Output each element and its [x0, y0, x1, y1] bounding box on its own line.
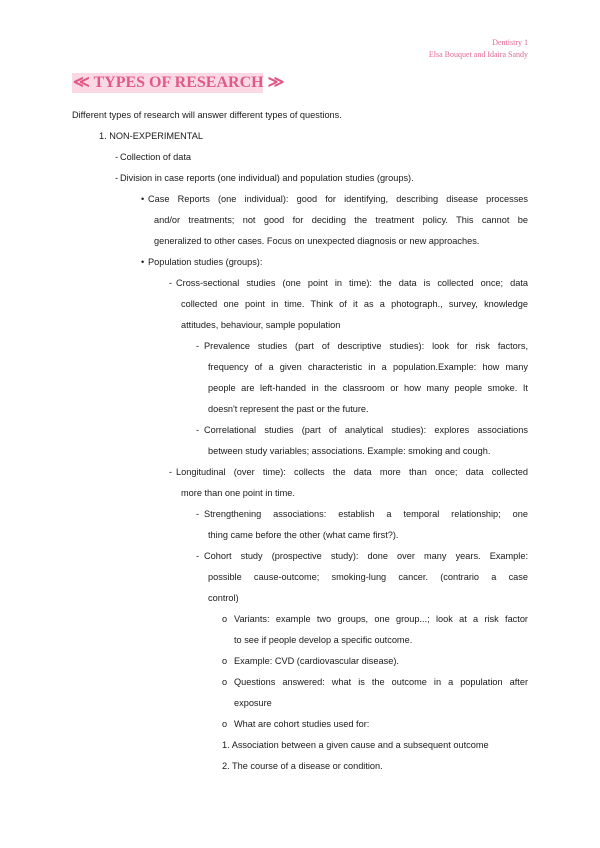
list-item-text: Division in case reports (one individual) and population studies (groups).	[120, 173, 414, 183]
longitudinal-line	[169, 462, 528, 483]
line-text: Example: CVD (cardiovascular disease).	[234, 656, 399, 666]
case-reports-line: and/or treatments; not good for deciding the treatment policy. This cannot be	[154, 215, 528, 225]
page-title: ≪ TYPES OF RESEARCH ≫	[73, 74, 285, 91]
circle-marker: o	[222, 719, 228, 729]
longitudinal-line: more than one point in time.	[181, 488, 295, 498]
questions-line	[222, 672, 528, 693]
list-item-collection	[115, 147, 528, 168]
dash-marker: -	[169, 278, 173, 288]
line-text: Prevalence studies (part of descriptive studies): look for risk factors,	[204, 341, 528, 351]
cohort-line: possible cause-outcome; smoking-lung cancer. (contrario a case	[208, 572, 528, 582]
cross-sectional-line	[169, 273, 528, 294]
bullet-marker: •	[141, 257, 145, 267]
dash-marker: -	[115, 173, 119, 183]
case-reports-block	[141, 189, 528, 252]
cohort-line	[196, 546, 528, 567]
dash-marker: -	[115, 152, 119, 162]
cross-sectional-line: attitudes, behaviour, sample population	[181, 320, 341, 330]
strengthening-line	[196, 504, 528, 525]
questions-block	[222, 672, 528, 714]
document-body	[72, 105, 528, 777]
dash-marker: -	[196, 341, 200, 351]
example-cvd-item	[222, 651, 528, 672]
line-text: Correlational studies (part of analytical studies): explores associations	[204, 425, 528, 435]
variants-line: to see if people develop a specific outcome.	[234, 635, 413, 645]
correlational-line: between study variables; associations. Example: smoking and cough.	[208, 446, 491, 456]
circle-marker: o	[222, 677, 228, 687]
circle-marker: o	[222, 656, 228, 666]
line-text: Questions answered: what is the outcome in a population after	[234, 677, 528, 687]
line-text: Cohort study (prospective study): done over many years. Example:	[204, 551, 528, 561]
prevalence-line: people are left-handed in the classroom or how many people smoke. It	[208, 383, 528, 393]
line-text: Case Reports (one individual): good for identifying, describing disease processes	[148, 194, 528, 204]
line-text: Variants: example two groups, one group...; look at a risk factor	[234, 614, 528, 624]
cohort-line: control)	[208, 593, 239, 603]
line-text: What are cohort studies used for:	[234, 719, 370, 729]
line-text: Strengthening associations: establish a temporal relationship; one	[204, 509, 528, 519]
line-text: Longitudinal (over time): collects the data more than once; data collected	[176, 467, 528, 477]
uses-heading-item	[222, 714, 528, 735]
list-item-text: Collection of data	[120, 152, 191, 162]
correlational-line	[196, 420, 528, 441]
uses-item: 1. Association between a given cause and a subsequent outcome	[222, 740, 489, 750]
circle-marker: o	[222, 614, 228, 624]
prevalence-line: frequency of a given characteristic in a population.Example: how many	[208, 362, 528, 372]
course-name: Dentistry 1	[492, 38, 528, 47]
strengthening-block	[196, 504, 528, 546]
case-reports-line	[141, 189, 528, 210]
prevalence-line: doesn't represent the past or the future.	[208, 404, 369, 414]
questions-line: exposure	[234, 698, 272, 708]
authors: Elsa Bouquet and Idaira Sandy	[428, 50, 528, 59]
intro-text: Different types of research will answer different types of questions.	[72, 110, 342, 120]
correlational-block	[196, 420, 528, 462]
prevalence-line	[196, 336, 528, 357]
case-reports-line: generalized to other cases. Focus on unexpected diagnosis or new approaches.	[154, 236, 480, 246]
variants-line	[222, 609, 528, 630]
dash-marker: -	[196, 425, 200, 435]
line-text: Cross-sectional studies (one point in time): the data is collected once; data	[176, 278, 528, 288]
page-header	[429, 37, 528, 61]
list-item-division	[115, 168, 528, 189]
dash-marker: -	[169, 467, 173, 477]
variants-block	[222, 609, 528, 651]
dash-marker: -	[196, 509, 200, 519]
cross-sectional-block	[169, 273, 528, 336]
dash-marker: -	[196, 551, 200, 561]
line-text: Population studies (groups):	[148, 257, 263, 267]
section-heading: 1. NON-EXPERIMENTAL	[99, 131, 203, 141]
population-studies-item	[141, 252, 528, 273]
prevalence-block	[196, 336, 528, 420]
strengthening-line: thing came before the other (what came first?).	[208, 530, 399, 540]
cross-sectional-line: collected one point in time. Think of it as a photograph., survey, knowledge	[181, 299, 528, 309]
cohort-block	[196, 546, 528, 609]
longitudinal-block	[169, 462, 528, 504]
uses-item: 2. The course of a disease or condition.	[222, 761, 383, 771]
bullet-marker: •	[141, 194, 145, 204]
